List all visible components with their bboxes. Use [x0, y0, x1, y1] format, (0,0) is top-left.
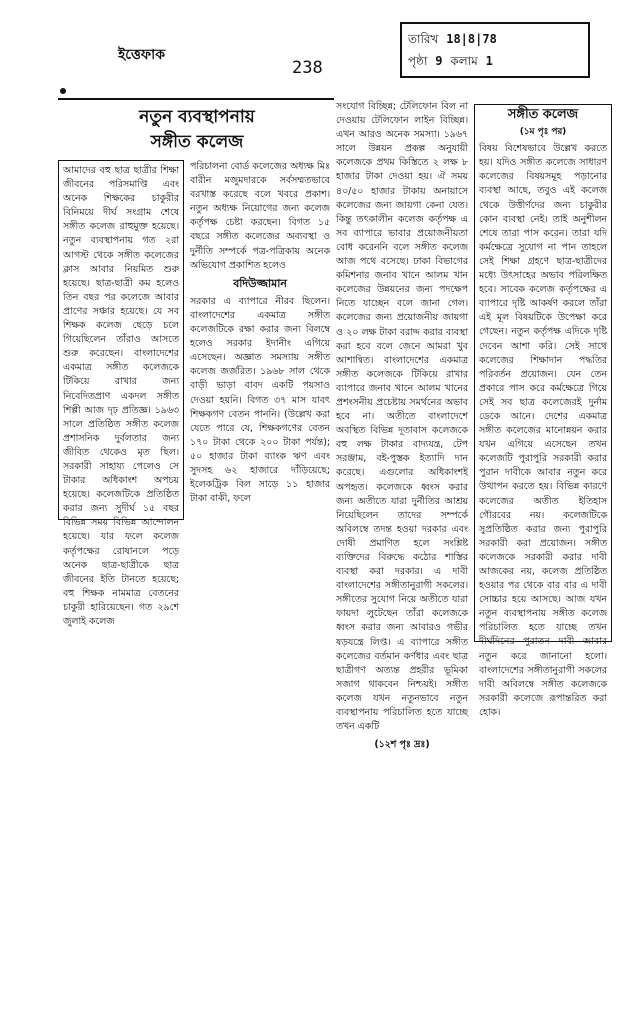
column-1-text: আমাদের বহু ছাত্র ছাত্রীর শিক্ষা জীবনের পরিসমাপ্তি এবং অনেক শিক্ষকের চাকুরীর বিনিময়ে দীর্ঘ সংগ্রাম শেষে সঙ্গীত কলেজ রাহুমুক্ত হয়েছে। নতুন ব্যবস্থাপনায় গত ২রা আগস্ট থেকে সঙ্গীত কলেজের ক্লাস আবার নিয়মিত শুরু হয়েছে। ছাত্র-ছাত্রী কম হলেও তিন বছর পর কলেজে আবার প্রাণের সঞ্চার হয়েছে। যে সব শিক্ষক কলেজ ছেড়ে চলে গিয়েছিলেন তাঁরাও আসতে শুরু করেছেন। বাংলাদেশের একমাত্র সঙ্গীত কলেজকে টিকিয়ে রাখার জন্য নিবেদিতপ্রাণ একদল সঙ্গীত শিল্পী আজ দৃঢ় প্রতিজ্ঞ। ১৯৬৩ সালে প্রতিষ্ঠিত সঙ্গীত কলেজ প্রশাসনিক দুর্বলতার জন্য জীবিত থেকেও মৃত ছিল। সরকারী সাহায্য পেলেও সে টাকার অধিকাংশ অপচয় হয়েছে। কলেজটিকে প্রতিষ্ঠিত করার জন্য সুদীর্ঘ ১৫ বছর বিভিন্ন সময় বিভিন্ন আন্দোলন হয়েছে। যার ফলে কলেজ কর্তৃপক্ষের রোষানলে পড়ে অনেক ছাত্র-ছাত্রীকে ছাত্র জীবনের ইতি টানতে হয়েছে; বহু শিক্ষক নামমাত্র বেতনের চাকুরী হারিয়েছেন। গত ২৯শে জুলাই কলেজ [63, 165, 179, 627]
stamp-date-label: তারিখ [408, 32, 439, 46]
column-3-text: সংযোগ বিচ্ছিন্ন; টেলিফোন বিল না দেওয়ায় টেলিফোন লাইন বিচ্ছিন্ন। এখন আরও অনেক সমস্যা। ১৯৬৭ সালে উন্নয়ন প্রকল্প অনুযায়ী কলেজকে প্রথম কিস্তিতে ২ লক্ষ ৮ হাজার টাকা দেওয়া হয়। ঐ সময় ৪০/৫০ হাজার টাকায় অনায়াসে কলেজের জন্য জায়গা কেনা যেত। কিন্তু তৎকালীন কলেজ কর্তৃপক্ষ এ সব ব্যাপারে ভাবার প্রয়োজনীয়তা বোধ করেননি বলে সঙ্গীত কলেজ আজ পথে বসেছে। ঢাকা বিভাগের কমিশনার জনাব খানে আলম খান কলেজের উন্নয়নের জন্য পদক্ষেপ নিতে যাচ্ছেন বলে জানা গেল। কলেজের জন্য প্রয়োজনীয় জায়গা ও ২০ লক্ষ টাকা বরাদ্দ করার ব্যবস্থা করা হবে বলে জেনে আমরা খুব আশান্বিত। বাংলাদেশের একমাত্র সঙ্গীত কলেজকে টিকিয়ে রাখার ব্যাপারে জনাব খানে আলম খানের প্রশংসনীয় প্রচেষ্টায় সমর্থনের অভাব হবে না। অতীতে বাংলাদেশে অবস্থিত বিভিন্ন দূতাবাস কলেজকে বহু লক্ষ টাকার বাদ্যযন্ত্র, টেপ সরঞ্জাম, বই-পুস্তক ইত্যাদি দান করেছে। এগুলোর অধিকাংশই অপহৃত। কলেজকে ধ্বংস করার জন্য অতীতে যারা দুর্নীতির আশ্রয় নিয়েছিলেন তাদের সম্পর্কে অবিলম্বে তদন্ত হওয়া দরকার এবং দোষী প্রমাণিত হলে সংশ্লিষ্ট ব্যক্তিদের বিরুদ্ধে কঠোর শাস্তির ব্যবস্থা করা দরকার। এ দাবী বাংলাদেশের সঙ্গীতানুরাগী সকলের। সঙ্গীতের সুযোগ নিয়ে অতীতে যারা ফায়দা লুটেছেন তাঁরা কলেজকে ধ্বংস করার জন্য আবারও গভীর ষড়যন্ত্রে লিপ্ত। এ ব্যাপারে সঙ্গীত কলেজের বর্তমান কর্ণধার এবং ছাত্র ছাত্রীগণ অত্যন্ত প্রহরীর ভূমিকা সজাগ থাকবেন নিশ্চয়ই। সঙ্গীত কলেজ যখন নতুনভাবে নতুন ব্যবস্থাপনায় পরিচালিত হতে যাচ্ছে তখন একটি [336, 101, 468, 733]
column-2-top-text: পরিচালনা বোর্ড কলেজের অধ্যক্ষ মিঃ বারীন মজুমদারকে সর্বসম্মতভাবে বরখাস্ত করেছে বলে খবরে প্রকাশ। নতুন অধ্যক্ষ নিয়োগের জন্য কলেজ কর্তৃপক্ষ চেষ্টা করছেন। বিগত ১৫ বছরে সঙ্গীত কলেজের অব্যবস্থা ও দুর্নীতি সম্পর্কে পত্র-পত্রিকায় অনেক অভিযোগ প্রকাশিত হলেও [190, 161, 330, 271]
sidebar-title: সঙ্গীত কলেজ [507, 107, 579, 122]
byline: বদিউজ্জামান [233, 276, 287, 290]
page-number: 238 [292, 58, 323, 78]
sidebar-continued-from: (১ম পৃঃ পর) [519, 127, 567, 138]
article-column-2 [190, 160, 330, 518]
stamp-page-label: পৃষ্ঠা [408, 54, 428, 68]
stamp-column-value: 1 [485, 54, 493, 68]
article-column-3 [336, 100, 468, 751]
margin-mark [60, 88, 66, 94]
continued-note: (১২শ পৃঃ দ্রঃ) [374, 739, 430, 751]
clipping-border [58, 98, 334, 100]
newspaper-name: ইত্তেফাক [118, 47, 166, 63]
article-column-1 [58, 160, 184, 627]
headline-line-1: নতুন ব্যবস্থাপনায় [139, 107, 255, 127]
stamp-date-value: 18|8|78 [446, 32, 497, 46]
continuation-sidebar [474, 104, 612, 718]
stamp-column-label: কলাম [450, 54, 478, 68]
column-2-bottom-text: সরকার এ ব্যাপারে নীরব ছিলেন। বাংলাদেশের একমাত্র সঙ্গীত কলেজটিকে রক্ষা করার জন্য বিলম্বে হলেও সরকার ইদানীং এগিয়ে এসেছেন। অজ্ঞাত সমস্যায় সঙ্গীত কলেজ জর্জরিত। ১৯৬৮ সাল থেকে বাড়ী ভাড়া বাবদ একটি পয়সাও দেওয়া হয়নি। বিগত ৩৭ মাস যাবৎ শিক্ষকগণ বেতন পাননি। (উল্লেখ করা যেতে পারে যে, শিক্ষকগণের বেতন ১৭০ টাকা থেকে ২০০ টাকা পর্যন্ত); ৫০ হাজার টাকা ব্যাংক ঋণ এবং সুদসহ ৬২ হাজারে দাঁড়িয়েছে; ইলেকট্রিক বিল সাড়ে ১১ হাজার টাকা বাকী, ফলে [190, 295, 330, 505]
stamp-page-row [408, 50, 582, 72]
stamp-date-row [408, 28, 582, 50]
archive-stamp [400, 22, 590, 78]
article-headline [62, 104, 332, 158]
sidebar-text: বিষয় বিশেষভাবে উল্লেখ করতে হয়। যদিও সঙ্গীত কলেজে সাধারণ কলেজের বিষয়সমূহ পড়ানোর ব্যবস্থা আছে, তবুও এই কলেজ থেকে উত্তীর্ণদের জন্য চাকুরীর কোন ব্যবস্থা নেই। তাই অনুশীলন শেষে তারা পাস করেন। তারা যদি কর্মক্ষেত্রে সুযোগ না পান তাহলে সেই শিক্ষা গ্রহণে ছাত্র-ছাত্রীদের মধ্যে উৎসাহের অভাব পরিলক্ষিত হবে। সাবেক কলেজ কর্তৃপক্ষের এ ব্যাপারে দৃষ্টি আকর্ষণ করলে তাঁরা এই মূল বিষয়টিকে উপেক্ষা করে গেছেন। নতুন কর্তৃপক্ষ এদিকে দৃষ্টি দেবেন আশা করি। সেই সাথে কলেজের শিক্ষাদান পদ্ধতির পরিবর্তন প্রয়োজন। যেন তেন প্রকারে পাস করে কর্মক্ষেত্রে গিয়ে সেই সব ছাত্র কলেজেরই দুর্নাম ডেকে আনে। দেশের একমাত্র সঙ্গীত কলেজের মানোন্নয়ন করার যখন এগিয়ে এসেছেন তখন কলেজটি পুরাপুরি সরকারী করার পুরান দাবীকে আবার নতুন করে উত্থাপন করতে হয়। বিভিন্ন কারণে কলেজের অতীত ইতিহাস গৌরবের নয়। কলেজটিকে সুপ্রতিষ্ঠিত করার জন্য পুরাপুরি সরকারী করা প্রয়োজন। সঙ্গীত কলেজকে সরকারী করার দাবী আজকের নয়, কলেজ প্রতিষ্ঠিত হওয়ার পর থেকে বার বার এ দাবী সোচ্চার হয়ে আসছে। আজ যখন নতুন ব্যবস্থাপনায় সঙ্গীত কলেজ পরিচালিত হতে যাচ্ছে তখন দীর্ঘদিনের পুরাতন দাবী আবার নতুন করে জানানো হলো। বাংলাদেশের সঙ্গীতানুরাগী সকলের দাবী অবিলম্বে সঙ্গীত কলেজকে সরকারী কলেজে রূপান্তরিত করা হোক। [479, 143, 607, 718]
headline-line-2: সঙ্গীত কলেজ [150, 132, 244, 152]
stamp-page-value: 9 [435, 54, 443, 68]
